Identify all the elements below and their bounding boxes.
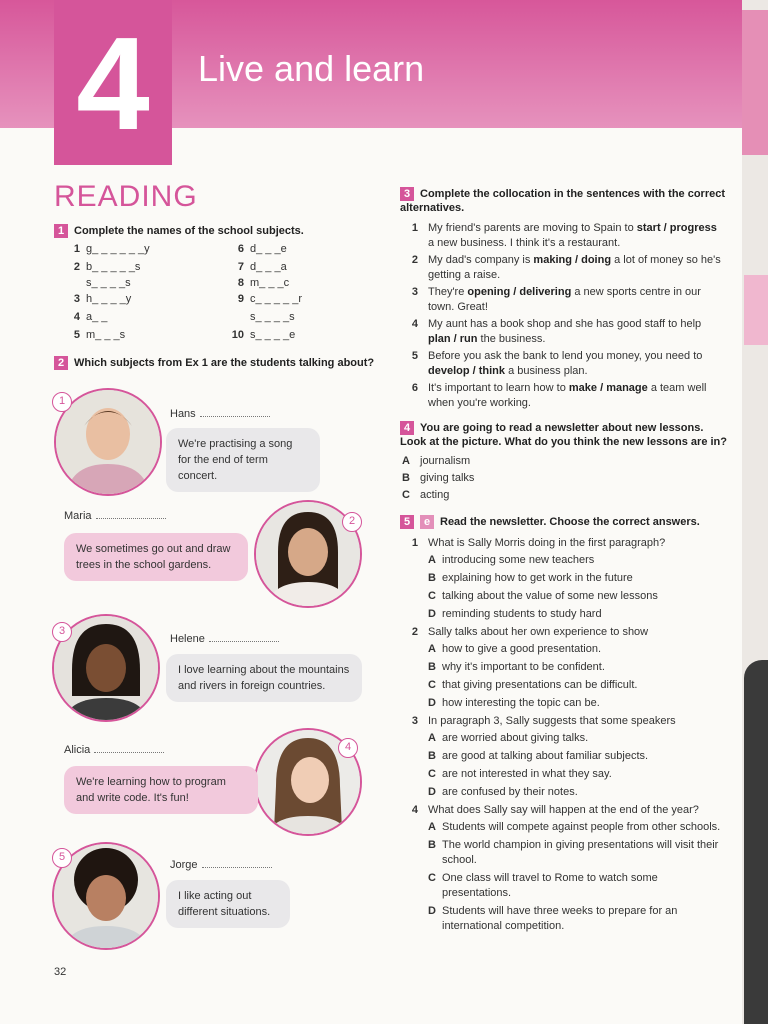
page-number: 32 [54,966,67,978]
answer-option[interactable] [428,749,726,764]
ex3-instruction: 3 Complete the collocation in the sentences with the correct alternatives. [400,188,726,215]
question-number: 4 [411,804,418,816]
answer-option[interactable] [428,571,726,586]
sentence-part: My aunt has a book shop and she has good staff to help [428,318,702,330]
sentence-part: a lot of money so he's getting a raise. [428,254,721,281]
ex1-number: 1 [54,224,68,238]
option-letter: B [428,839,436,851]
answer-option[interactable] [428,607,726,622]
ex2-number: 2 [54,356,68,370]
option-letter: D [428,697,436,709]
option-text: talking about the value of some new lessons [442,590,658,602]
ex3-number: 3 [400,187,414,201]
subject-item[interactable] [66,311,107,323]
answer-option[interactable] [428,696,726,711]
item-gapped-word: d_ _ _e [250,243,287,255]
speech-bubble: We're practising a song for the end of term concert. [166,428,320,492]
question-item [404,714,726,729]
option-letter: A [402,455,410,467]
answer-line[interactable] [94,752,164,753]
sentence-part: It's important to learn how to [428,382,569,394]
ex3-sentences [404,221,726,413]
answer-line[interactable] [202,867,272,868]
option-text: Students will have three weeks to prepare for an international competition. [442,905,678,932]
ex1-instruction: 1 Complete the names of the school subjects. [54,224,304,238]
item-number: 6 [237,243,244,255]
item-number: 7 [237,261,244,273]
option-text: introducing some new teachers [442,554,595,566]
question-text: In paragraph 3, Sally suggests that some speakers [428,715,676,727]
student-name: Hans [170,408,270,420]
option-text: how interesting the topic can be. [442,697,600,709]
option-text: journalism [420,455,471,467]
answer-option[interactable] [428,871,726,901]
sentence-part: a new business. I think it's a restaurant. [428,237,621,249]
answer-option[interactable] [428,589,726,604]
student-name: Alicia [64,744,164,756]
unit-title: Live and learn [198,48,425,89]
subject-item[interactable] [230,277,289,289]
option-text: how to give a good presentation. [442,643,602,655]
student-badge: 4 [338,738,358,758]
sentence-item [404,253,726,283]
option-letter: C [402,489,410,501]
subject-item[interactable] [230,261,287,273]
item-number: 9 [237,293,244,305]
speech-bubble: I like acting out different situations. [166,880,290,928]
item-number: 3 [411,286,418,298]
speech-bubble: We're learning how to program and write code. It's fun! [64,766,258,814]
question-number: 3 [411,715,418,727]
subject-item[interactable] [230,329,295,341]
choice-alternatives[interactable]: start / progress [636,222,717,234]
item-gapped-word: g_ _ _ _ _ _y [86,243,150,255]
ex5-instruction: 5 e Read the newsletter. Choose the correct answers. [400,515,730,529]
sentence-text [428,349,726,379]
question-item [404,803,726,818]
item-number: 1 [411,222,418,234]
sentence-part: a new sports centre in our town. Great! [428,286,701,313]
sentence-text [428,221,726,251]
student-badge: 2 [342,512,362,532]
sentence-item [404,317,726,347]
student-illustration [56,390,160,494]
edge-tab [744,275,768,345]
sentence-text [428,285,726,315]
sentence-part: Before you ask the bank to lend you money, you need to [428,350,703,362]
answer-option[interactable] [428,820,726,835]
sentence-text [428,317,726,347]
option-letter: C [428,590,436,602]
sentence-part: My dad's company is [428,254,534,266]
ex4-options [396,454,696,505]
sentence-text [428,253,726,283]
item-number: 2 [73,261,80,273]
answer-option[interactable] [428,678,726,693]
option-text: why it's important to be confident. [442,661,605,673]
item-number: 3 [73,293,80,305]
choice-alternatives[interactable]: develop / think [428,365,506,377]
answer-option[interactable] [428,660,726,675]
item-gapped-word: c_ _ _ _ _r [250,293,302,305]
sentence-part: the business. [477,333,546,345]
edge-tab [742,10,768,155]
option-text: that giving presentations can be difficult. [442,679,638,691]
speech-bubble: I love learning about the mountains and rivers in foreign countries. [166,654,362,702]
subject-item[interactable] [230,311,295,323]
ex5-questions [404,536,726,937]
answer-line[interactable] [200,416,270,417]
option-text: reminding students to study hard [442,608,602,620]
subject-item[interactable] [66,277,131,289]
item-number: 6 [411,382,418,394]
option-item[interactable] [396,471,696,486]
option-item[interactable] [396,454,696,469]
item-number: 10 [231,329,244,341]
item-number: 4 [73,311,80,323]
sentence-part: They're [428,286,468,298]
answer-option[interactable] [428,904,726,934]
option-text: are confused by their notes. [442,786,578,798]
subject-item[interactable] [66,261,140,273]
sentence-item [404,221,726,251]
question-number: 1 [411,537,418,549]
sentence-item [404,285,726,315]
answer-line[interactable] [209,641,279,642]
option-letter: A [428,732,436,744]
answer-option[interactable] [428,553,726,568]
item-gapped-word: m_ _ _c [250,277,290,289]
student-badge: 3 [52,622,72,642]
question-text: Sally talks about her own experience to show [428,626,649,638]
binder-edge [744,660,768,1024]
option-text: Students will compete against people from other schools. [442,821,721,833]
option-letter: D [428,905,436,917]
item-number: 5 [73,329,80,341]
question-item [404,625,726,640]
answer-option[interactable] [428,642,726,657]
option-text: are worried about giving talks. [442,732,589,744]
option-letter: B [428,661,436,673]
choice-alternatives[interactable]: make / manage [568,382,648,394]
choice-alternatives[interactable]: opening / delivering [467,286,572,298]
student-name: Maria [64,510,166,522]
student-badge: 5 [52,848,72,868]
option-item[interactable] [396,488,696,503]
option-text: are not interested in what they say. [442,768,612,780]
option-text: explaining how to get work in the future [442,572,633,584]
item-number: 8 [237,277,244,289]
speech-bubble: We sometimes go out and draw trees in the school gardens. [64,533,248,581]
student-badge: 1 [52,392,72,412]
sentence-part: a team well when you're working. [428,382,707,409]
question-number: 2 [411,626,418,638]
item-number: 5 [411,350,418,362]
ex4-number: 4 [400,421,414,435]
sentence-item [404,349,726,379]
section-title: READING [54,180,198,213]
item-number: 1 [73,243,80,255]
sentence-part: My friend's parents are moving to Spain to [428,222,637,234]
option-letter: B [402,472,410,484]
item-gapped-word: d_ _ _a [250,261,287,273]
ex4-instruction: 4 You are going to read a newsletter about new lessons. Look at the picture. What do you think the new lessons are in? [400,422,727,449]
option-letter: C [428,679,436,691]
option-text: acting [420,489,450,501]
option-letter: A [428,643,436,655]
option-letter: B [428,750,436,762]
choice-alternatives[interactable]: plan / run [428,333,478,345]
student-name: Helene [170,633,279,645]
answer-option[interactable] [428,785,726,800]
item-gapped-word: h_ _ _ _y [86,293,132,305]
item-number: 4 [411,318,418,330]
option-letter: C [428,872,436,884]
option-letter: A [428,554,436,566]
item-gapped-word: s_ _ _ _e [250,329,296,341]
question-text: What is Sally Morris doing in the first paragraph? [428,537,666,549]
option-text: are good at talking about familiar subjects. [442,750,649,762]
student-name: Jorge [170,859,272,871]
answer-option[interactable] [428,838,726,868]
ex5-number: 5 [400,515,414,529]
ex2-instruction: 2 Which subjects from Ex 1 are the students talking about? [54,356,374,370]
answer-line[interactable] [96,518,166,519]
sentence-text [428,381,726,411]
item-number: 2 [411,254,418,266]
question-text: What does Sally say will happen at the end of the year? [428,804,699,816]
item-gapped-word: m_ _ _s [86,329,126,341]
unit-number: 4 [76,10,150,157]
question-item [404,536,726,551]
exam-tag: e [420,515,434,529]
answer-option[interactable] [428,767,726,782]
option-letter: A [428,821,436,833]
option-letter: D [428,786,436,798]
item-gapped-word: s_ _ _ _s [86,277,131,289]
choice-alternatives[interactable]: making / doing [533,254,612,266]
sentence-item [404,381,726,411]
option-letter: C [428,768,436,780]
item-gapped-word: s_ _ _ _s [250,311,295,323]
option-text: One class will travel to Rome to watch some presentations. [442,872,658,899]
answer-option[interactable] [428,731,726,746]
sentence-part: a business plan. [505,365,588,377]
subject-item[interactable] [230,243,287,255]
subject-item[interactable] [230,293,302,305]
option-letter: D [428,608,436,620]
subject-item[interactable] [66,329,125,341]
subject-item[interactable] [66,243,150,255]
item-gapped-word: b_ _ _ _ _s [86,261,141,273]
option-text: The world champion in giving presentations will visit their school. [442,839,719,866]
option-text: giving talks [420,472,475,484]
subject-item[interactable] [66,293,131,305]
option-letter: B [428,572,436,584]
item-gapped-word: a_ _ [86,311,108,323]
